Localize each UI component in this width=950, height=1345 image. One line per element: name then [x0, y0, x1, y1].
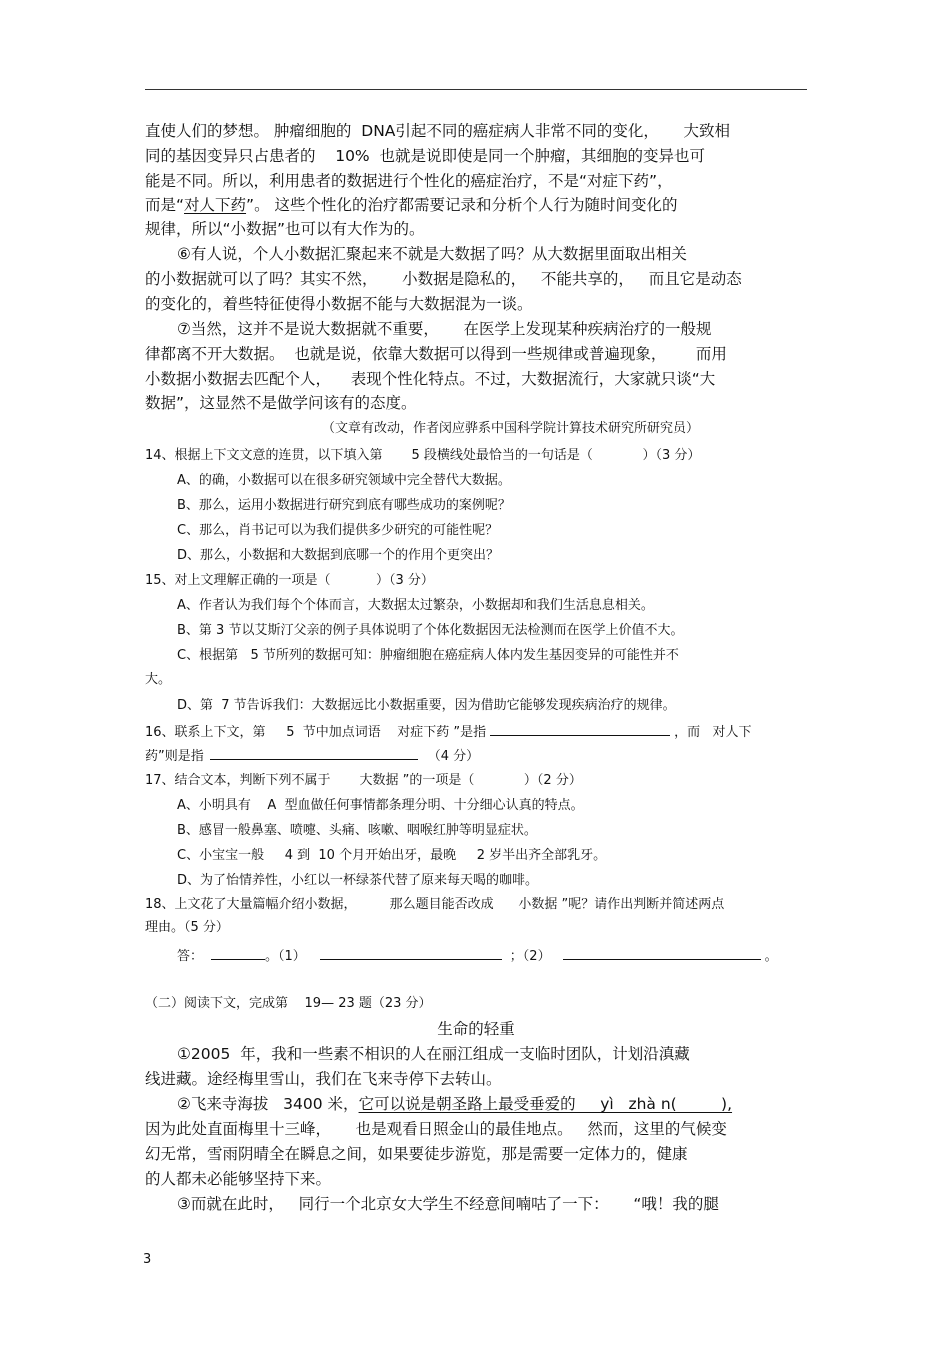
passage-line: 的人都未必能够坚持下来。 — [145, 1170, 332, 1188]
option: B、第 3 节以艾斯汀父亲的例子具体说明了个体化数据因无法检测而在医学上价值不大。 — [177, 623, 684, 638]
answer-blank[interactable] — [320, 945, 502, 960]
option: A、的确，小数据可以在很多研究领域中完全替代大数据。 — [177, 473, 511, 488]
passage-line: 数据”，这显然不是做学问该有的态度。 — [145, 394, 417, 412]
option: B、感冒一般鼻塞、喷嚏、头痛、咳嗽、咽喉红肿等明显症状。 — [177, 823, 537, 838]
passage-line: ③而就在此时， 同行一个北京女大学生不经意间喃咕了一下： “哦！我的腿 — [177, 1195, 719, 1213]
question-14: 14、根据上下文文意的连贯，以下填入第 5 段横线处最恰当的一句话是（ ）（3 分） — [145, 448, 701, 463]
option: D、那么，小数据和大数据到底哪一个的作用个更突出？ — [177, 548, 500, 563]
option: C、根据第 5 节所列的数据可知：肿瘤细胞在癌症病人体内发生基因变异的可能性并不 — [177, 648, 679, 663]
option: A、作者认为我们每个个体而言，大数据太过繁杂，小数据却和我们生活息息相关。 — [177, 598, 654, 613]
passage-line: 线进藏。途经梅里雪山，我们在飞来寺停下去转山。 — [145, 1070, 502, 1088]
question-18-cont: 理由。（5 分） — [145, 920, 229, 935]
question-15: 15、对上文理解正确的一项是（ ）（3 分） — [145, 573, 434, 588]
option: A、小明具有 A 型血做任何事情都条理分明、十分细心认真的特点。 — [177, 798, 584, 813]
passage-line: 因为此处直面梅里十三峰， 也是观看日照金山的最佳地点。 然而，这里的气候变 — [145, 1120, 727, 1138]
question-17: 17、结合文本，判断下列不属于 大数据 ”的一项是（ ）（2 分） — [145, 773, 582, 788]
option-continued: 大。 — [145, 672, 172, 687]
passage-line: ②飞来寺海拔 3400 米，它可以说是朝圣路上最受垂爱的 yì zhà n( ), — [177, 1095, 733, 1113]
answer-line: 答： 。（1） ；（2） 。 — [177, 945, 778, 965]
passage-line: ⑦当然，这并不是说大数据就不重要， 在医学上发现某种疾病治疗的一般规 — [177, 320, 712, 338]
passage-line: 同的基因变异只占患者的 10% 也就是说即使是同一个肿瘤，其细胞的变异也可 — [145, 147, 706, 165]
passage-line: 的变化的，着些特征使得小数据不能与大数据混为一谈。 — [145, 295, 533, 313]
passage-line: ⑥有人说，个人小数据汇聚起来不就是大数据了吗？从大数据里面取出相关 — [177, 245, 687, 263]
passage-line: 规律，所以“小数据”也可以有大作为的。 — [145, 220, 425, 238]
passage-line: 能是不同。所以，利用患者的数据进行个性化的癌症治疗，不是“对症下药”， — [145, 172, 673, 190]
answer-blank[interactable] — [563, 945, 761, 960]
option: D、第 7 节告诉我们：大数据远比小数据重要，因为借助它能够发现疾病治疗的规律。 — [177, 698, 676, 713]
question-16-cont: 药”则是指 （4 分） — [145, 745, 479, 765]
option: D、为了怡情养性，小红以一杯绿茶代替了原来每天喝的咖啡。 — [177, 873, 539, 888]
page-number: 3 — [143, 1252, 152, 1267]
header-rule — [145, 89, 807, 90]
answer-blank[interactable] — [490, 721, 670, 736]
passage-line: 而是“对人下药”。 这些个性化的治疗都需要记录和分析个人行为随时间变化的 — [145, 196, 678, 214]
option: C、小宝宝一般 4 到 10 个月开始出牙，最晚 2 岁半出齐全部乳牙。 — [177, 848, 607, 863]
section-heading: （二）阅读下文，完成第 19— 23 题（23 分） — [145, 996, 432, 1011]
passage-line: ①2005 年，我和一些素不相识的人在丽江组成一支临时团队，计划沿滇藏 — [177, 1045, 690, 1063]
answer-blank[interactable] — [211, 945, 265, 960]
source-note: （文章有改动，作者闵应骅系中国科学院计算技术研究所研究员） — [322, 421, 700, 436]
underlined-phrase: 对人下药 — [184, 196, 247, 214]
answer-blank[interactable] — [210, 745, 418, 760]
option: C、那么，肖书记可以为我们提供多少研究的可能性呢？ — [177, 523, 499, 538]
passage-line: 小数据小数据去匹配个人， 表现个性化特点。不过，大数据流行，大家就只谈“大 — [145, 370, 716, 388]
passage-line: 幻无常，雪雨阴晴全在瞬息之间，如果要徒步游览，那是需要一定体力的，健康 — [145, 1145, 688, 1163]
passage-line: 直使人们的梦想。 肿瘤细胞的 DNA引起不同的癌症病人非常不同的变化， 大致相 — [145, 122, 731, 140]
question-16: 16、联系上下文，第 5 节中加点词语 对症下药 ”是指 ，而 对人下 — [145, 721, 752, 741]
underlined-phrase: 它可以说是朝圣路上最受垂爱的 yì zhà n( ), — [358, 1095, 733, 1113]
option: B、那么，运用小数据进行研究到底有哪些成功的案例呢？ — [177, 498, 511, 513]
passage-line: 的小数据就可以了吗？其实不然， 小数据是隐私的， 不能共享的， 而且它是动态 — [145, 270, 742, 288]
article-title: 生命的轻重 — [437, 1020, 515, 1038]
question-18: 18、上文花了大量篇幅介绍小数据， 那么题目能否改成 小数据 ”呢？请作出判断并简述两点 — [145, 897, 725, 912]
passage-line: 律都离不开大数据。 也就是说，依靠大数据可以得到一些规律或普遍现象， 而用 — [145, 345, 727, 363]
